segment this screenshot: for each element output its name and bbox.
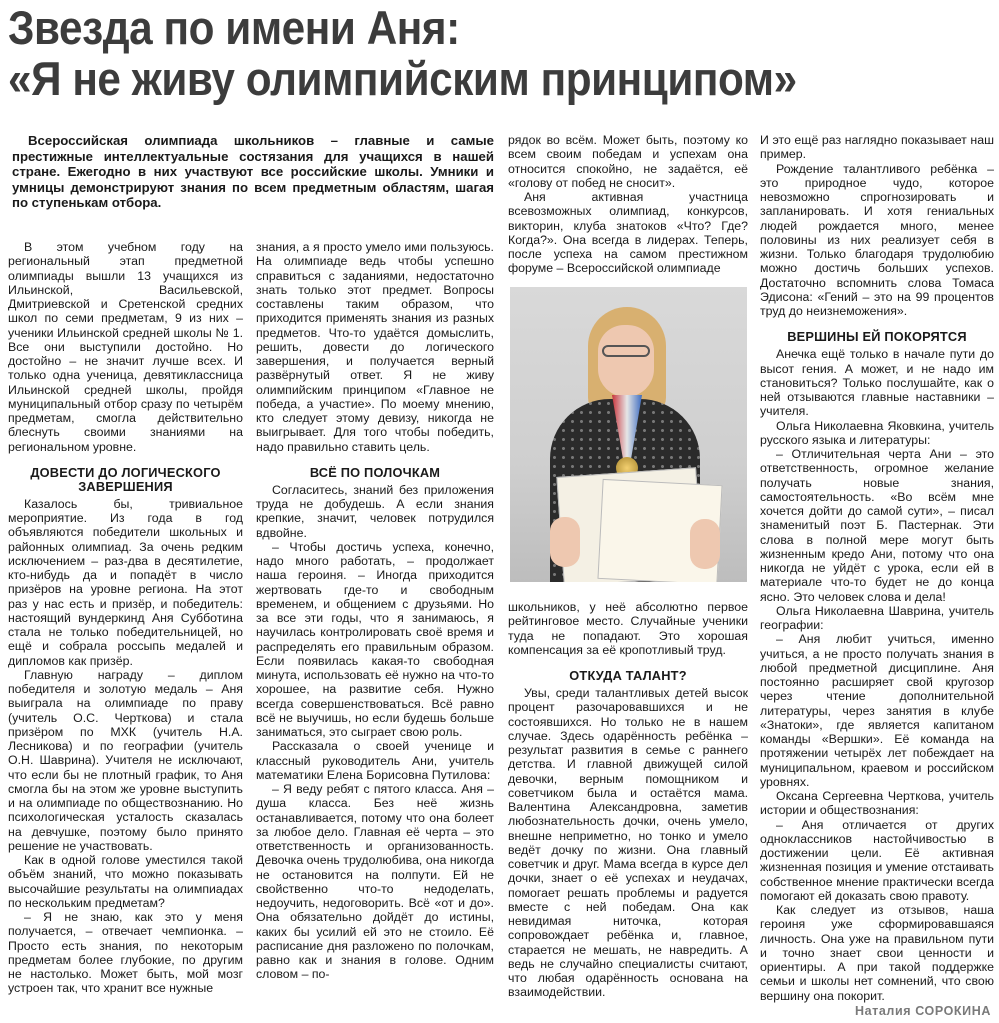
headline-line-2: «Я не живу олимпийским принципом» <box>8 52 797 105</box>
paragraph: знания, а я просто умело ими пользуюсь. На олимпиаде ведь чтобы успешно справиться с заданиями, недостаточно знать только этот предмет. Вопросы составлены таким образом, что приходится применять знания из разных предметов. Что-то удаётся домыслить, решить, довести до логического завершения, и получается верный развёрнутый ответ. Я не живу олимпийским принципом «Главное не победа, а участие». По моему мнению, кто следует этому девизу, никогда не выигрывает. Для того чтобы победить, надо правильно ставить цель. <box>256 240 494 454</box>
paragraph: – Аня любит учиться, именно учиться, а не просто получать знания в любой предметной дисциплине. Аня постоянно расширяет свой кругозор через чтение дополнительной литературы, через занятия в клубе «Знатоки», где является капитаном команды «Вершки». Её команда на протяжении четырёх лет побеждает на муниципальном, краевом и российском уровнях. <box>760 632 994 789</box>
paragraph: – Отличительная черта Ани – это ответственность, огромное желание получать новые знания, самостоятельность. «Во всём мне хочется дойти до самой сути», – писал знаменитый поэт Б. Пастернак. Эти слова в полной мере могут быть жизненным кредо Ани, потому что она никогда не уйдёт с урока, если ей в материале что-то будет не до конца ясно. Это человек слова и дела! <box>760 447 994 604</box>
paragraph: Ольга Николаевна Шаврина, учитель географии: <box>760 603 994 632</box>
column-3-bottom <box>508 600 748 1000</box>
paragraph: – Аня отличается от других одноклассников настойчивостью в достижении цели. Её активная жизненная позиция и умение отстаивать собственное мнение практически всегда помогают ей доказать свою правоту. <box>760 817 994 903</box>
paragraph: Аня активная участница всевозможных олимпиад, конкурсов, викторин, клуба знатоков «Что? Где? Когда?». Она всегда в лидерах. Теперь, после успеха на самом престижном форуме – Всероссийской олимпиаде <box>508 190 748 276</box>
article-headline <box>8 2 895 104</box>
author-byline: Наталия СОРОКИНА <box>854 1004 991 1018</box>
subheading: ВСЁ ПО ПОЛОЧКАМ <box>309 464 441 480</box>
column-2 <box>256 240 494 982</box>
paragraph: Увы, среди талантливых детей высок процент разочаровавшихся и не состоявшихся. Но только не в нашем случае. Здесь одарённость ребёнка – результат развития в семье с раннего детства. И главной движущей силой девочки, верным помощником и советчиком была и остаётся мама. Валентина Александровна, заметив любознательность дочки, очень умело, внешне неприметно, но тонко и умело ведёт дочку по жизни. Она главный советчик и друг. Мама всегда в курсе дел дочки, знает о её успехах и неудачах, помогает решать проблемы и радуется вместе с ней победам. Она как невидимая ниточка, которая сопровождает ребёнка и, главное, старается не мешать, не навредить. А ведь не случайно специалисты считают, что любая одарённость основана на взаимодействии. <box>508 686 748 1000</box>
paragraph: Как следует из отзывов, наша героиня уже сформировавшаяся личность. Она уже на правильном пути и точно знает свои ценности и ориентиры. А при такой поддержке семьи и школы нет сомнений, что свою вершину она покорит. <box>760 903 994 1003</box>
paragraph: В этом учебном году на региональный этап предметной олимпиады вышли 13 учащихся из Ильинской, Васильевской, Дмитриевской и Сретенской средних школ по семи предметам, 9 из них – ученики Ильинской средней школы № 1. Все они выступили достойно. Но достойно – не значит лучше всех. И только одна ученица, девятиклассница Ильинской средней школы, пройдя муниципальный отбор сразу по четырём предметам, смогла действительно блеснуть своими знаниями на региональном уровне. <box>8 240 243 454</box>
paragraph: Рождение талантливого ребёнка – это природное чудо, которое невозможно спрогнозировать и запланировать. И хотя гениальных людей рождается много, менее половины из них реализует себя в жизни. Только благодаря трудолюбию можно достичь больших успехов. Достаточно вспомнить слова Томаса Эдисона: «Гений – это на 99 процентов труд до неизнеможения». <box>760 161 994 318</box>
column-3-top <box>508 133 748 276</box>
paragraph: – Я веду ребят с пятого класса. Аня – душа класса. Без неё жизнь останавливается, потому что она болеет за любое дело. Главная её черта – это ответственность и организованность. Девочка очень трудолюбива, она никогда не остановится на полпути. Ей не свойственно что-то недоделать, недоучить, недоговорить. Всё «от и до». Она обязательно дойдёт до истины, каких бы усилий ей это не стоило. Её расписание дня разложено по полочкам, равно как и знания в голове. Одним словом – по- <box>256 782 494 982</box>
portrait-photo <box>510 287 747 582</box>
paragraph: Согласитесь, знаний без приложения труда не добудешь. А если знания крепкие, значит, человек потрудился вдвойне. <box>256 482 494 540</box>
subheading: ВЕРШИНЫ ЕЙ ПОКОРЯТСЯ <box>787 329 967 345</box>
headline-line-1: Звезда по имени Аня: <box>8 1 460 54</box>
paragraph: Ольга Николаевна Яковкина, учитель русского языка и литературы: <box>760 418 994 447</box>
subheading: ДОВЕСТИ ДО ЛОГИЧЕСКОГО ЗАВЕРШЕНИЯ <box>30 464 221 494</box>
article-lead <box>12 133 494 211</box>
paragraph: Казалось бы, тривиальное мероприятие. Из года в год объявляются победители школьных и районных олимпиад. За очень редким исключением – раз-два в десятилетие, кто-нибудь да и попадёт в число призёров на уровне региона. На этот раз у нас есть и призёр, и победитель: настоящий вундеркинд Аня Субботина стала не только победительницей, но ещё и собрала россыпь медалей и дипломов как призёр. <box>8 496 243 668</box>
subheading: ОТКУДА ТАЛАНТ? <box>569 668 687 683</box>
paragraph: Как в одной голове уместился такой объём знаний, что можно показывать высочайшие результаты на олимпиадах по нескольким предметам? <box>8 853 243 910</box>
column-4 <box>760 133 994 1003</box>
paragraph: школьников, у неё абсолютно первое рейтинговое место. Случайные ученики туда не попадают. Это хорошая компенсация за её кропотливый труд. <box>508 600 748 657</box>
paragraph: – Чтобы достичь успеха, конечно, надо много работать, – продолжает наша героиня. – Иногда приходится жертвовать где-то и свободным временем, и общением с друзьями. Но за все эти годы, что я занимаюсь, я научилась контролировать своё время и распределять его правильным образом. Если появилась какая-то свободная минута, использовать её нужно на что-то хорошее, на развитие себя. Нужно всегда совершенствоваться. Всё равно всё не выучишь, но если будешь больше заниматься, это сыграет свою роль. <box>256 539 494 739</box>
lead-paragraph: Всероссийская олимпиада школьников – главные и самые престижные интеллектуальные состязания для учащихся в нашей стране. Ежегодно в них участвуют все российские школы. Умники и умницы демонстрируют знания по всем предметным областям, шагая по ступенькам отбора. <box>12 133 494 211</box>
paragraph: Анечка ещё только в начале пути до высот гения. А может, и не надо им становиться? Только послушайте, как о ней отзываются главные наставники – учителя. <box>760 347 994 419</box>
paragraph: Оксана Сергеевна Черткова, учитель истории и обществознания: <box>760 789 994 818</box>
paragraph: Рассказала о своей ученице и классный руководитель Ани, учитель математики Елена Борисовна Путилова: <box>256 739 494 782</box>
paragraph: – Я не знаю, как это у меня получается, – отвечает чемпионка. – Просто есть знания, по некоторым предметам более глубокие, по другим не настолько. Может быть, мой мозг устроен так, что хранит все нужные <box>8 910 243 996</box>
paragraph: И это ещё раз наглядно показывает наш пример. <box>760 133 994 162</box>
column-1 <box>8 240 243 996</box>
paragraph: Главную награду – диплом победителя и золотую медаль – Аня выиграла на олимпиаде по праву (учитель О.С. Черткова) и стала призёром по МХК (учитель Н.А. Лесникова) и по географии (учитель О.Н. Шаврина). Учителя не исключают, что если бы не плотный график, то Аня смогла бы на этом же уровне выступить и на олимпиаде по обществознанию. Но психологическая усталость сказалась на девчушке, поэтому было принято решение не участвовать. <box>8 667 243 853</box>
paragraph: рядок во всём. Может быть, поэтому ко всем своим победам и успехам она относится спокойно, не задаётся, её «голову от побед не сносит». <box>508 133 748 190</box>
